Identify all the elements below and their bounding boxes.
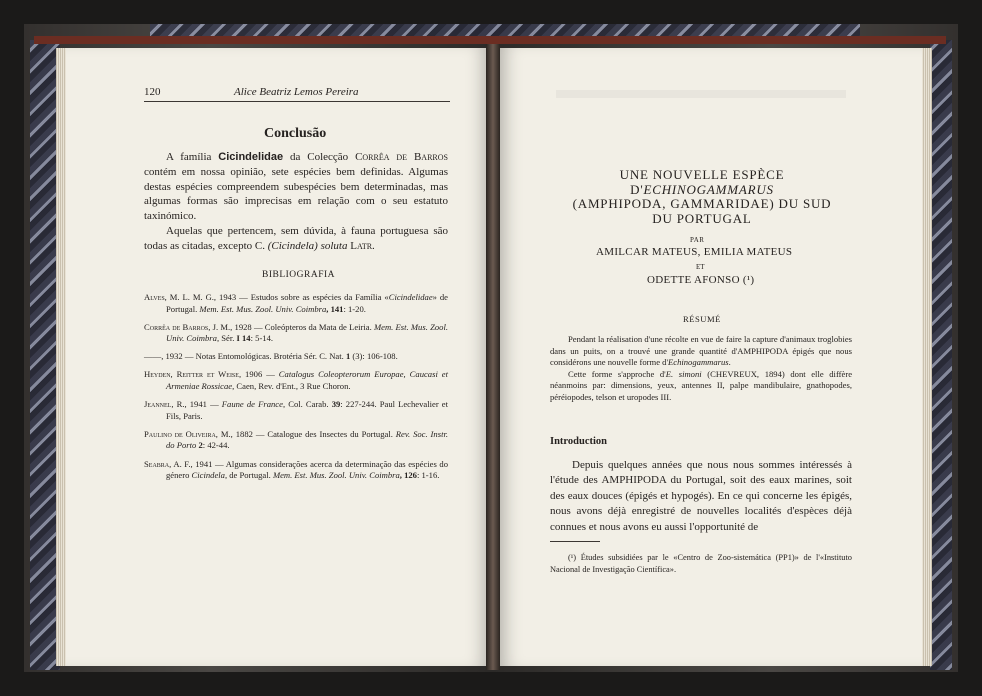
- show-through-shadow: [556, 90, 846, 98]
- running-header: [144, 86, 450, 102]
- abstract-text: [550, 334, 852, 404]
- page-block-left: [56, 48, 66, 666]
- marbled-endpaper-right: [930, 40, 952, 670]
- genus-name: ECHINOGAMMARUS: [643, 181, 774, 197]
- footnote-rule: [550, 541, 600, 542]
- conclusion-paragraph-2: Aquelas que pertencem, sem dúvida, à fauna portuguesa são todas as citadas, excepto C. (Cicindela) soluta Latr.: [144, 224, 448, 252]
- conclusion-text: [144, 150, 448, 254]
- reference-item: ——, 1932 — Notas Entomológicas. Brotéria Sér. C. Nat. 1 (3): 106-108.: [144, 351, 398, 362]
- species-name: (Cicindela) soluta: [267, 239, 348, 252]
- reference-list: [144, 292, 448, 488]
- article-title: [552, 168, 852, 226]
- title-line-3: DU PORTUGAL: [652, 210, 752, 226]
- bibliography-heading: BIBLIOGRAFIA: [262, 270, 336, 280]
- and-label: ET: [696, 263, 705, 271]
- reference-item: Heyden, Reitter et Weise, 1906 — Catalogus Coleopterorum Europae, Caucasi et Armeniae Rossicae, Caen, Rev. d'Ent., 3 Rue Choron.: [144, 369, 449, 392]
- section-heading-introduction: Introduction: [550, 436, 607, 447]
- footnote-text: (¹) Études subsidiées par le «Centro de Zoo-sistemática (PP1)» de l'«Instituto Nacional de Investigação Científica».: [550, 553, 852, 574]
- authors-line-1: AMILCAR MATEUS, EMILIA MATEUS: [596, 246, 793, 258]
- authors-line-2: ODETTE AFONSO (¹): [647, 274, 755, 286]
- reference-item: Paulino de Oliveira, M., 1882 — Catalogue des Insectes du Portugal. Rev. Soc. Instr. do Porto 2: 42-44.: [144, 428, 448, 451]
- reference-item: Seabra, A. F., 1941 — Algumas considerações acerca da determinação das espécies do género Cicindela, de Portugal. Mem. Est. Mus. Zool. Univ. Coimbra, 126: 1-16.: [144, 458, 448, 481]
- page-number: 120: [144, 86, 161, 98]
- section-heading-conclusao: Conclusão: [264, 126, 327, 141]
- introduction-paragraph: Depuis quelques années que nous nous sommes intéressés à l'étude des AMPHIPODA du Portugal, soit des eaux marines, soit des eaux douces (épigés et hypogés). En ce qui concerne les épigés, nous avons déjà enregistré de nouvelles localités d'espèces déjà connues et nous avons eu aussi l'opportunité de: [550, 459, 852, 533]
- introduction-text: [550, 458, 852, 535]
- conclusion-paragraph-1: A família Cicindelidae da Colecção Corrêa de Barros contém em nossa opinião, sete espécies bem definidas. Algumas destas espécies compreendem subespécies bem determinadas, mas algumas formas são imprecisas em relação com o seu estatuto taxinómico.: [144, 151, 448, 223]
- running-title: Alice Beatriz Lemos Pereira: [234, 86, 359, 98]
- title-line-2: (AMPHIPODA, GAMMARIDAE) DU SUD: [572, 196, 832, 211]
- cover-edge-band: [34, 36, 946, 44]
- abstract-heading: RÉSUMÉ: [683, 314, 721, 324]
- page-block-right: [922, 48, 932, 666]
- reference-item: Alves, M. L. M. G., 1943 — Estudos sobre as espécies da Família «Cicindelidae» de Portugal. Mem. Est. Mus. Zool. Univ. Coimbra, 141: 1-20.: [144, 292, 448, 314]
- family-name: Cicindelidae: [218, 151, 284, 163]
- book-gutter: [486, 44, 500, 670]
- reference-item: Jeannel, R., 1941 — Faune de France, Col. Carab. 39: 227-244. Paul Lechevalier et Fils, Paris.: [144, 399, 449, 421]
- title-line-1: UNE NOUVELLE ESPÈCE D'ECHINOGAMMARUS: [619, 167, 785, 197]
- reference-item: Corrêa de Barros, J. M., 1928 — Coleópteros da Mata de Leiria. Mem. Est. Mus. Zool. Univ. Coimbra, Sér. I 14: 5-14.: [144, 321, 448, 344]
- abstract-paragraph-2: Cette forme s'approche d'E. simoni (CHEVREUX, 1894) dont elle diffère néanmoins par: dimensions, yeux, antennes II, palpe mandibulaire, gnathopodes, péréiopodes, telson et uropodes III.: [550, 368, 853, 402]
- collection-name: Corrêa de Barros: [355, 151, 448, 163]
- by-label: PAR: [690, 236, 705, 244]
- abstract-paragraph-1: Pendant la réalisation d'une récolte en vue de faire la capture d'animaux troglobies dans un puits, on a trouvé une grande quantité d'AMPHIPODA épigés que nous considérons une nouvelle forme d'Echinogammarus.: [550, 334, 852, 368]
- footnote: [550, 552, 852, 575]
